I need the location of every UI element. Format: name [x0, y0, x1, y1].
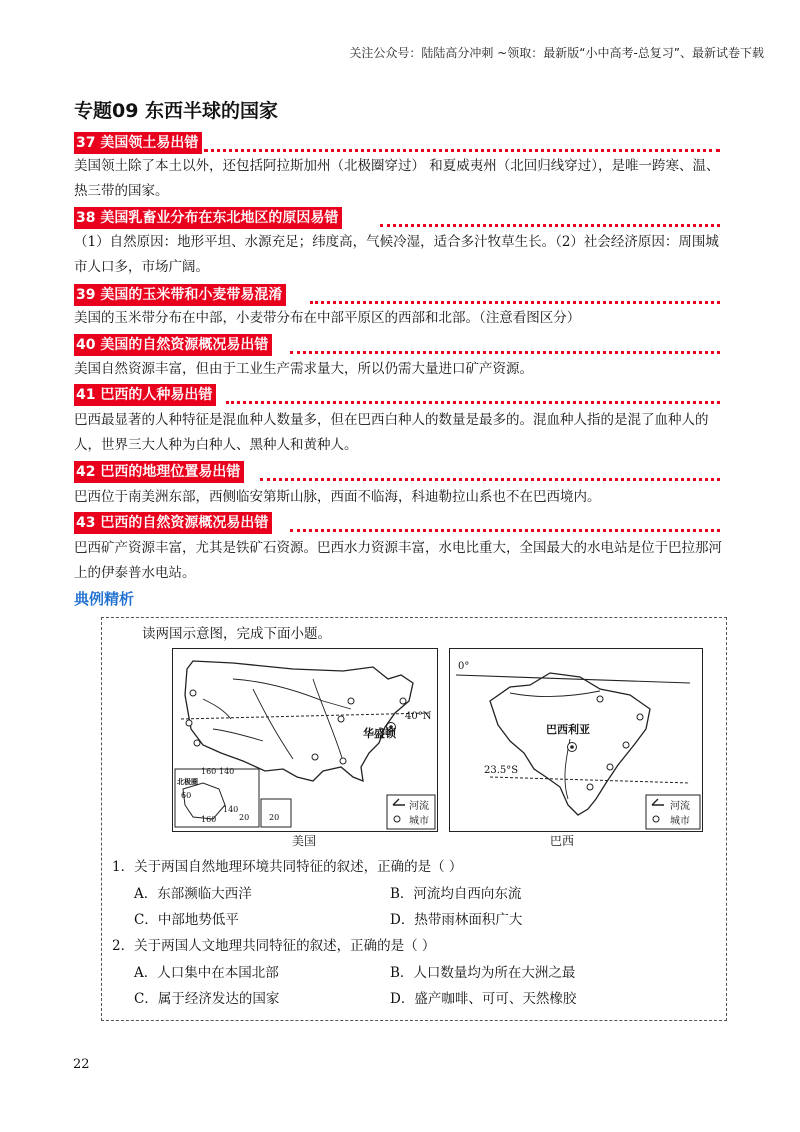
question-1-option-a: A．东部濒临大西洋	[134, 886, 252, 902]
page-header: 关注公众号：陆陆高分冲刺 ~领取：最新版“小中高考-总复习”、最新试卷下载	[349, 46, 764, 60]
question-2-option-a: A．人口集中在本国北部	[134, 965, 279, 981]
latitude-label: 40°N	[405, 711, 432, 722]
example-box	[101, 617, 727, 1021]
dotted-rule	[260, 478, 720, 481]
section-text-37: 美国领土除了本土以外，还包括阿拉斯加州（北极圈穿过） 和夏威夷州（北回归线穿过），是唯一跨寒、温、热三带的国家。	[74, 158, 720, 199]
inset-label: 140	[219, 767, 235, 776]
capital-label: 巴西利亚	[546, 723, 590, 736]
section-heading-41	[74, 384, 720, 408]
dotted-rule	[226, 401, 720, 404]
section-label: 42 巴西的地理位置易出错	[74, 461, 244, 483]
example-heading: 典例精析	[74, 590, 135, 608]
section-heading-38	[74, 207, 720, 231]
legend-city: 城市	[670, 816, 690, 827]
brazil-map	[449, 648, 703, 832]
question-2-stem: 2．关于两国人文地理共同特征的叙述，正确的是（ ）	[112, 938, 436, 954]
section-heading-40	[74, 334, 720, 358]
section-heading-42	[74, 461, 720, 485]
inset-label: 20	[269, 813, 280, 822]
section-text-38: （1）自然原因：地形平坦、水源充足；纬度高，气候冷湿，适合多汁牧草生长。（2）社会经济原因：周围城市人口多，市场广阔。	[74, 234, 719, 275]
section-heading-43	[74, 512, 720, 536]
page-number: 22	[73, 1057, 90, 1072]
inset-label: 20	[239, 813, 250, 822]
inset-label: 160	[201, 815, 217, 824]
question-2-option-d: D．盛产咖啡、可可、天然橡胶	[390, 991, 577, 1007]
section-label: 43 巴西的自然资源概况易出错	[74, 512, 272, 534]
inset-label: 北极圈	[177, 777, 198, 786]
question-1-option-d: D．热带雨林面积广大	[390, 912, 523, 928]
question-1-option-b: B．河流均自西向东流	[390, 886, 522, 902]
usa-map	[172, 648, 438, 832]
section-text-43: 巴西矿产资源丰富，尤其是铁矿石资源。巴西水力资源丰富，水电比重大，全国最大的水电站是位于巴拉那河上的伊泰普水电站。	[74, 540, 722, 581]
brazil-map-drawing	[450, 649, 702, 831]
capital-label: 华盛顿	[363, 727, 396, 740]
section-text-42: 巴西位于南美洲东部，西侧临安第斯山脉，西面不临海，科迪勒拉山系也不在巴西境内。	[74, 489, 601, 505]
inset-label: 160	[201, 767, 217, 776]
section-label: 41 巴西的人种易出错	[74, 384, 216, 406]
question-2-option-b: B．人口数量均为所在大洲之最	[390, 965, 576, 981]
usa-map-caption: 美国	[292, 834, 317, 848]
equator-label: 0°	[458, 661, 470, 672]
section-label: 39 美国的玉米带和小麦带易混淆	[74, 284, 286, 306]
legend-river: 河流	[670, 801, 690, 812]
dotted-rule	[204, 149, 720, 152]
tropic-label: 23.5°S	[484, 765, 519, 776]
example-intro: 读两国示意图，完成下面小题。	[142, 626, 331, 642]
inset-label: 60	[181, 791, 192, 800]
question-2-option-c: C．属于经济发达的国家	[134, 991, 280, 1007]
brazil-map-caption: 巴西	[550, 834, 575, 848]
section-text-39: 美国的玉米带分布在中部，小麦带分布在中部平原区的西部和北部。（注意看图区分）	[74, 310, 581, 326]
section-text-41: 巴西最显著的人种特征是混血种人数量多，但在巴西白种人的数量是最多的。混血种人指的是混了血种人的人，世界三大人种为白种人、黑种人和黄种人。	[74, 412, 709, 453]
section-text-40: 美国自然资源丰富，但由于工业生产需求量大，所以仍需大量进口矿产资源。	[74, 361, 533, 377]
section-heading-37	[74, 132, 720, 156]
question-1-stem: 1．关于两国自然地理环境共同特征的叙述，正确的是（ ）	[112, 859, 463, 875]
dotted-rule	[380, 224, 720, 227]
dotted-rule	[290, 351, 720, 354]
question-1-option-c: C．中部地势低平	[134, 912, 239, 928]
dotted-rule	[290, 529, 720, 532]
inset-label: 140	[223, 805, 239, 814]
section-label: 38 美国乳畜业分布在东北地区的原因易错	[74, 207, 342, 229]
section-heading-39	[74, 284, 720, 308]
legend-city: 城市	[409, 816, 429, 827]
page-title: 专题09 东西半球的国家	[74, 100, 279, 122]
section-label: 40 美国的自然资源概况易出错	[74, 334, 272, 356]
legend-river: 河流	[409, 801, 429, 812]
usa-map-drawing	[173, 649, 437, 831]
section-label: 37 美国领土易出错	[74, 132, 202, 154]
dotted-rule	[310, 301, 720, 304]
